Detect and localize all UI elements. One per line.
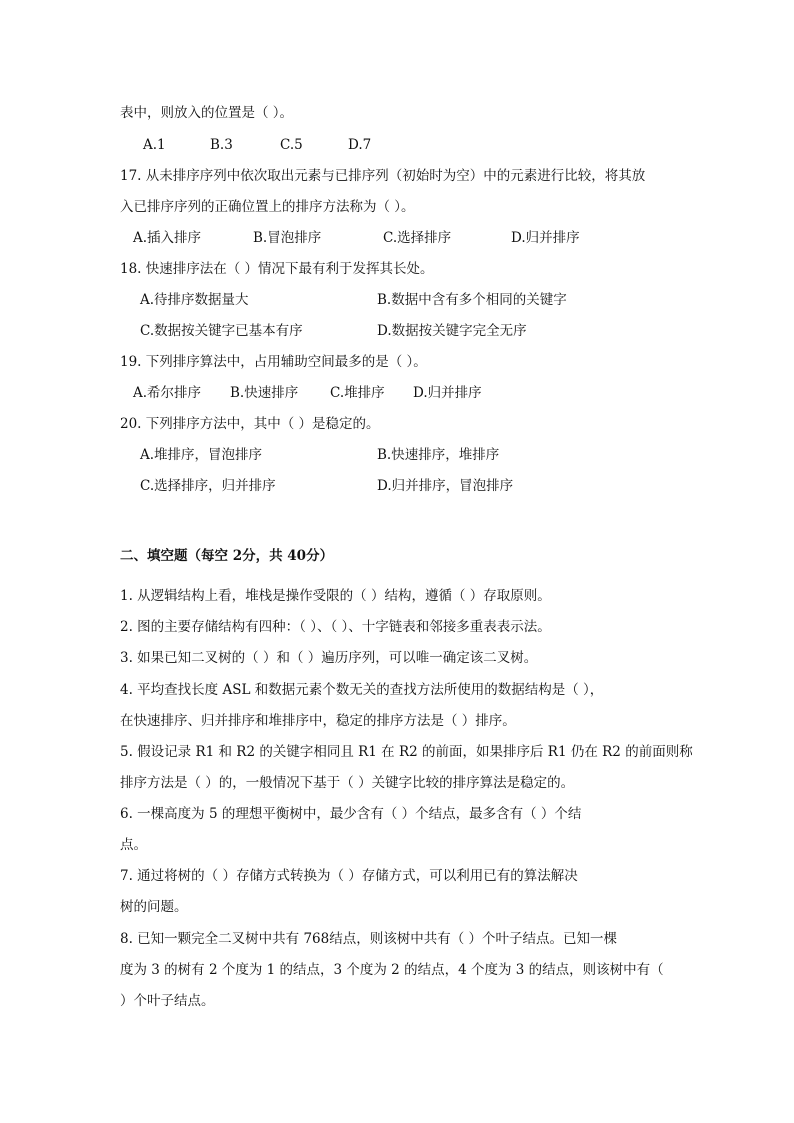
q17-stem-line1: 17. 从未排序序列中依次取出元素与已排序列（初始时为空）中的元素进行比较，将其放 bbox=[120, 168, 646, 184]
fill-q4-line2: 在快速排序、归并排序和堆排序中，稳定的排序方法是（ ）排序。 bbox=[120, 713, 516, 729]
fill-q3: 3. 如果已知二叉树的（ ）和（ ）遍历序列，可以唯一确定该二叉树。 bbox=[120, 650, 538, 666]
q18-option-d: D.数据按关键字完全无序 bbox=[377, 323, 527, 339]
q16-stem-continuation: 表中，则放入的位置是（ ）。 bbox=[120, 105, 294, 121]
q16-option-a: A.1 bbox=[143, 137, 166, 153]
q18-option-a: A.待排序数据量大 bbox=[140, 292, 249, 308]
q19-option-b: B.快速排序 bbox=[230, 385, 299, 401]
fill-q4-line1: 4. 平均查找长度 ASL 和数据元素个数无关的查找方法所使用的数据结构是（ ）， bbox=[120, 682, 604, 698]
fill-q5-line1: 5. 假设记录 R1 和 R2 的关键字相同且 R1 在 R2 的前面，如果排序后 R1 仍在 R2 的前面则称 bbox=[120, 744, 693, 760]
q18-option-b: B.数据中含有多个相同的关键字 bbox=[377, 292, 567, 308]
fill-q8-line1: 8. 已知一颗完全二叉树中共有 768结点，则该树中共有（ ）个叶子结点。已知一棵 bbox=[120, 931, 618, 947]
q17-option-d: D.归并排序 bbox=[511, 230, 580, 246]
fill-q6-line1: 6. 一棵高度为 5 的理想平衡树中，最少含有（ ）个结点，最多含有（ ）个结 bbox=[120, 806, 582, 822]
fill-q7-line1: 7. 通过将树的（ ）存储方式转换为（ ）存储方式，可以利用已有的算法解决 bbox=[120, 868, 578, 884]
q20-option-b: B.快速排序，堆排序 bbox=[377, 447, 500, 463]
q17-stem-line2: 入已排序序列的正确位置上的排序方法称为（ ）。 bbox=[120, 199, 415, 215]
q20-option-a: A.堆排序，冒泡排序 bbox=[140, 447, 263, 463]
q16-option-b: B.3 bbox=[210, 137, 233, 153]
q19-option-c: C.堆排序 bbox=[330, 385, 385, 401]
q20-option-c: C.选择排序，归并排序 bbox=[140, 478, 276, 494]
q19-stem: 19. 下列排序算法中，占用辅助空间最多的是（ ）。 bbox=[120, 354, 427, 370]
q19-option-a: A.希尔排序 bbox=[133, 385, 202, 401]
q20-option-d: D.归并排序，冒泡排序 bbox=[377, 478, 514, 494]
q18-stem: 18. 快速排序法在（ ）情况下最有利于发挥其长处。 bbox=[120, 261, 434, 277]
q17-option-b: B.冒泡排序 bbox=[253, 230, 322, 246]
fill-q8-line2: 度为 3 的树有 2 个度为 1 的结点，3 个度为 2 的结点，4 个度为 3 的结点，则该树中有（ bbox=[120, 962, 664, 978]
fill-q7-line2: 树的问题。 bbox=[120, 899, 188, 915]
q17-option-c: C.选择排序 bbox=[383, 230, 452, 246]
q20-stem: 20. 下列排序方法中，其中（ ）是稳定的。 bbox=[120, 416, 380, 432]
fill-q2: 2. 图的主要存储结构有四种：（ ）、（ ）、十字链表和邻接多重表表示法。 bbox=[120, 619, 551, 635]
fill-q6-line2: 点。 bbox=[120, 837, 147, 853]
section-heading: 二、填空题（每空 2分，共 40分） bbox=[120, 548, 334, 564]
q17-option-a: A.插入排序 bbox=[133, 230, 202, 246]
fill-q5-line2: 排序方法是（ ）的，一般情况下基于（ ）关键字比较的排序算法是稳定的。 bbox=[120, 775, 575, 791]
q18-option-c: C.数据按关键字已基本有序 bbox=[140, 323, 303, 339]
q19-option-d: D.归并排序 bbox=[413, 385, 482, 401]
fill-q1: 1. 从逻辑结构上看，堆栈是操作受限的（ ）结构，遵循（ ）存取原则。 bbox=[120, 588, 551, 604]
q16-option-c: C.5 bbox=[280, 137, 303, 153]
q16-option-d: D.7 bbox=[348, 137, 372, 153]
fill-q8-line3: ）个叶子结点。 bbox=[120, 993, 215, 1009]
